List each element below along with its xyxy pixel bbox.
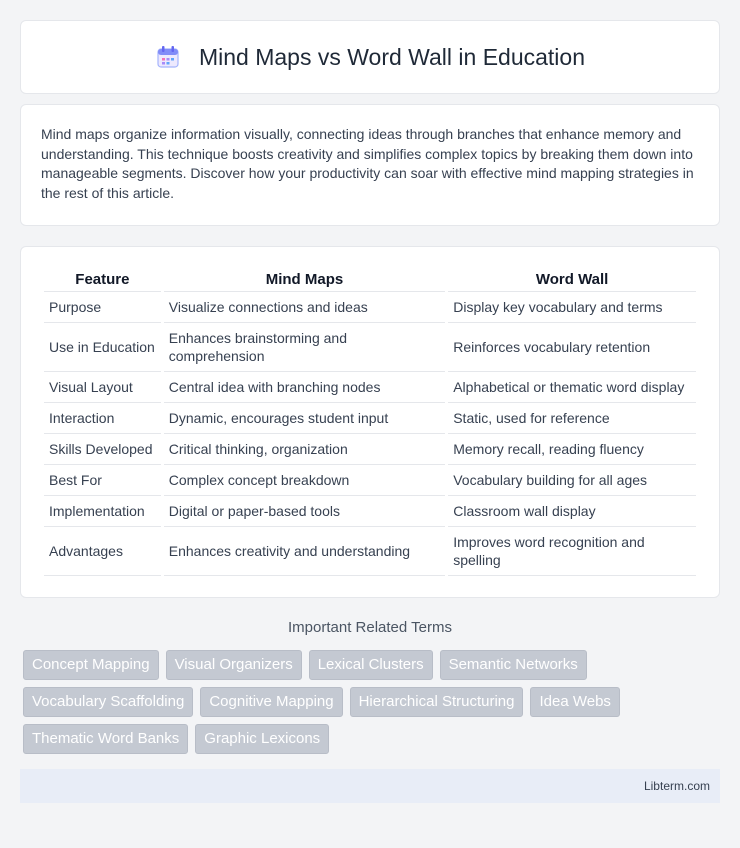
table-row — [44, 292, 696, 323]
feature-cell: Implementation — [44, 496, 161, 527]
related-term-tag[interactable]: Concept Mapping — [23, 650, 159, 680]
related-term-tag[interactable]: Idea Webs — [530, 687, 619, 717]
table-header-row — [44, 267, 696, 292]
feature-cell: Visual Layout — [44, 372, 161, 403]
feature-cell: Skills Developed — [44, 434, 161, 465]
comparison-table-card — [20, 246, 720, 598]
mind-maps-cell: Digital or paper-based tools — [164, 496, 445, 527]
table-row — [44, 323, 696, 372]
mind-maps-cell: Complex concept breakdown — [164, 465, 445, 496]
mind-maps-cell: Visualize connections and ideas — [164, 292, 445, 323]
feature-cell: Interaction — [44, 403, 161, 434]
word-wall-cell: Improves word recognition and spelling — [448, 527, 696, 576]
related-term-tag[interactable]: Hierarchical Structuring — [350, 687, 524, 717]
mind-maps-cell: Enhances brainstorming and comprehension — [164, 323, 445, 372]
word-wall-cell: Vocabulary building for all ages — [448, 465, 696, 496]
related-terms-title: Important Related Terms — [288, 619, 452, 636]
page-title: Mind Maps vs Word Wall in Education — [198, 43, 586, 70]
mind-maps-cell: Critical thinking, organization — [164, 434, 445, 465]
related-term-tag[interactable]: Vocabulary Scaffolding — [23, 687, 193, 717]
table-row — [44, 372, 696, 403]
related-terms-list — [20, 650, 720, 754]
page-header — [20, 20, 720, 94]
related-term-tag[interactable]: Visual Organizers — [166, 650, 302, 680]
table-row — [44, 465, 696, 496]
word-wall-cell: Classroom wall display — [448, 496, 696, 527]
comparison-table — [41, 267, 699, 576]
word-wall-cell: Static, used for reference — [448, 403, 696, 434]
related-term-tag[interactable]: Thematic Word Banks — [23, 724, 188, 754]
word-wall-cell: Reinforces vocabulary retention — [448, 323, 696, 372]
footer-site-link[interactable]: Libterm.com — [643, 779, 710, 793]
column-header-mind-maps: Mind Maps — [164, 267, 445, 292]
word-wall-cell: Display key vocabulary and terms — [448, 292, 696, 323]
related-term-tag[interactable]: Semantic Networks — [440, 650, 587, 680]
feature-cell: Best For — [44, 465, 161, 496]
feature-cell: Advantages — [44, 527, 161, 576]
related-term-tag[interactable]: Graphic Lexicons — [195, 724, 329, 754]
page-footer — [20, 769, 720, 803]
word-wall-cell: Alphabetical or thematic word display — [448, 372, 696, 403]
mind-maps-cell: Dynamic, encourages student input — [164, 403, 445, 434]
related-term-tag[interactable]: Cognitive Mapping — [200, 687, 342, 717]
feature-cell: Use in Education — [44, 323, 161, 372]
intro-text: Mind maps organize information visually, connecting ideas through branches that enhance memory and understanding. This technique boosts creativity and simplifies complex topics by breaking them down into manageable segments. Discover how your productivity can soar with effective mind mapping strategies in the rest of this article. — [41, 126, 694, 201]
mind-maps-cell: Central idea with branching nodes — [164, 372, 445, 403]
table-row — [44, 496, 696, 527]
calendar-icon — [155, 44, 181, 70]
table-row — [44, 403, 696, 434]
mind-maps-cell: Enhances creativity and understanding — [164, 527, 445, 576]
table-row — [44, 527, 696, 576]
intro-card — [20, 104, 720, 226]
column-header-feature: Feature — [44, 267, 161, 292]
related-term-tag[interactable]: Lexical Clusters — [309, 650, 433, 680]
table-row — [44, 434, 696, 465]
column-header-word-wall: Word Wall — [448, 267, 696, 292]
feature-cell: Purpose — [44, 292, 161, 323]
word-wall-cell: Memory recall, reading fluency — [448, 434, 696, 465]
